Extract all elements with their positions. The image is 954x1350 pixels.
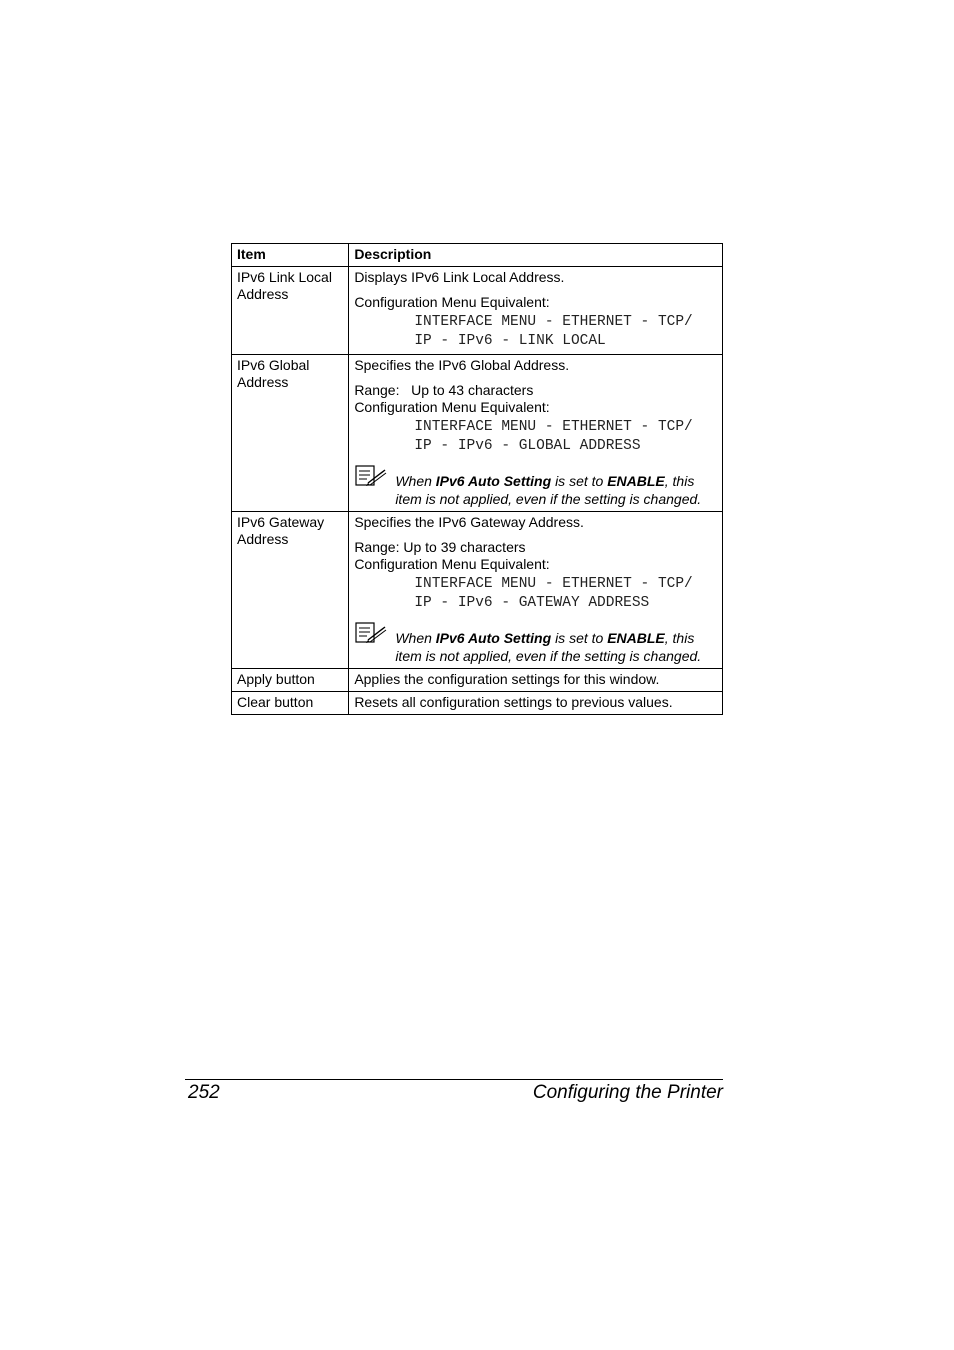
header-description: Description xyxy=(349,244,723,267)
menu-path-line-1: INTERFACE MENU - ETHERNET - TCP/ xyxy=(414,419,693,435)
item-cell: IPv6 Gateway Address xyxy=(232,512,349,669)
note-pencil-icon xyxy=(355,465,387,487)
description-text: Specifies the IPv6 Gateway Address. xyxy=(354,514,584,530)
menu-path-line-1: INTERFACE MENU - ETHERNET - TCP/ xyxy=(414,576,693,592)
description-cell: Resets all configuration settings to previous values. xyxy=(349,692,723,715)
item-cell: Clear button xyxy=(232,692,349,715)
footer-divider xyxy=(185,1079,723,1080)
table-row-apply-button xyxy=(232,669,723,692)
note xyxy=(354,629,717,665)
description-cell: Applies the configuration settings for this window. xyxy=(349,669,723,692)
range-label: Range: xyxy=(354,382,400,398)
description-text: Displays IPv6 Link Local Address. xyxy=(354,269,565,285)
config-label: Configuration Menu Equivalent: xyxy=(354,294,550,310)
note-setting-value: ENABLE xyxy=(607,473,665,489)
range-text: Range: Up to 39 characters xyxy=(354,539,526,555)
table-row-link-local xyxy=(232,267,723,355)
page-number: 252 xyxy=(188,1082,220,1103)
config-label: Configuration Menu Equivalent: xyxy=(354,556,550,572)
note-pencil-icon xyxy=(355,622,387,644)
note-text: , this item is not applied, even if the setting is changed. xyxy=(395,473,702,507)
item-cell: Apply button xyxy=(232,669,349,692)
description-cell xyxy=(349,355,723,512)
table-row-global-address xyxy=(232,355,723,512)
table-row-clear-button xyxy=(232,692,723,715)
note-setting-name: IPv6 Auto Setting xyxy=(435,630,552,646)
section-title: Configuring the Printer xyxy=(532,1082,723,1103)
table-header-row xyxy=(232,244,723,267)
item-cell: IPv6 Link Local Address xyxy=(232,267,349,355)
note-text: is set to xyxy=(555,630,604,646)
config-label: Configuration Menu Equivalent: xyxy=(354,399,550,415)
note-setting-value: ENABLE xyxy=(607,630,665,646)
menu-path-line-2: IP - IPv6 - LINK LOCAL xyxy=(414,333,606,349)
note-text: When xyxy=(395,473,432,489)
table-row-gateway-address xyxy=(232,512,723,669)
note xyxy=(354,472,717,508)
menu-path-line-1: INTERFACE MENU - ETHERNET - TCP/ xyxy=(414,314,693,330)
range-text xyxy=(354,382,717,399)
settings-table xyxy=(231,243,723,715)
note-text: , this item is not applied, even if the setting is changed. xyxy=(395,630,702,664)
range-value: Up to 43 characters xyxy=(411,382,534,398)
note-setting-name: IPv6 Auto Setting xyxy=(435,473,552,489)
note-text: is set to xyxy=(555,473,604,489)
item-cell: IPv6 Global Address xyxy=(232,355,349,512)
note-text: When xyxy=(395,630,432,646)
menu-path-line-2: IP - IPv6 - GLOBAL ADDRESS xyxy=(414,438,641,454)
description-cell xyxy=(349,512,723,669)
description-cell xyxy=(349,267,723,355)
header-item: Item xyxy=(232,244,349,267)
menu-path-line-2: IP - IPv6 - GATEWAY ADDRESS xyxy=(414,595,650,611)
description-text: Specifies the IPv6 Global Address. xyxy=(354,357,570,373)
